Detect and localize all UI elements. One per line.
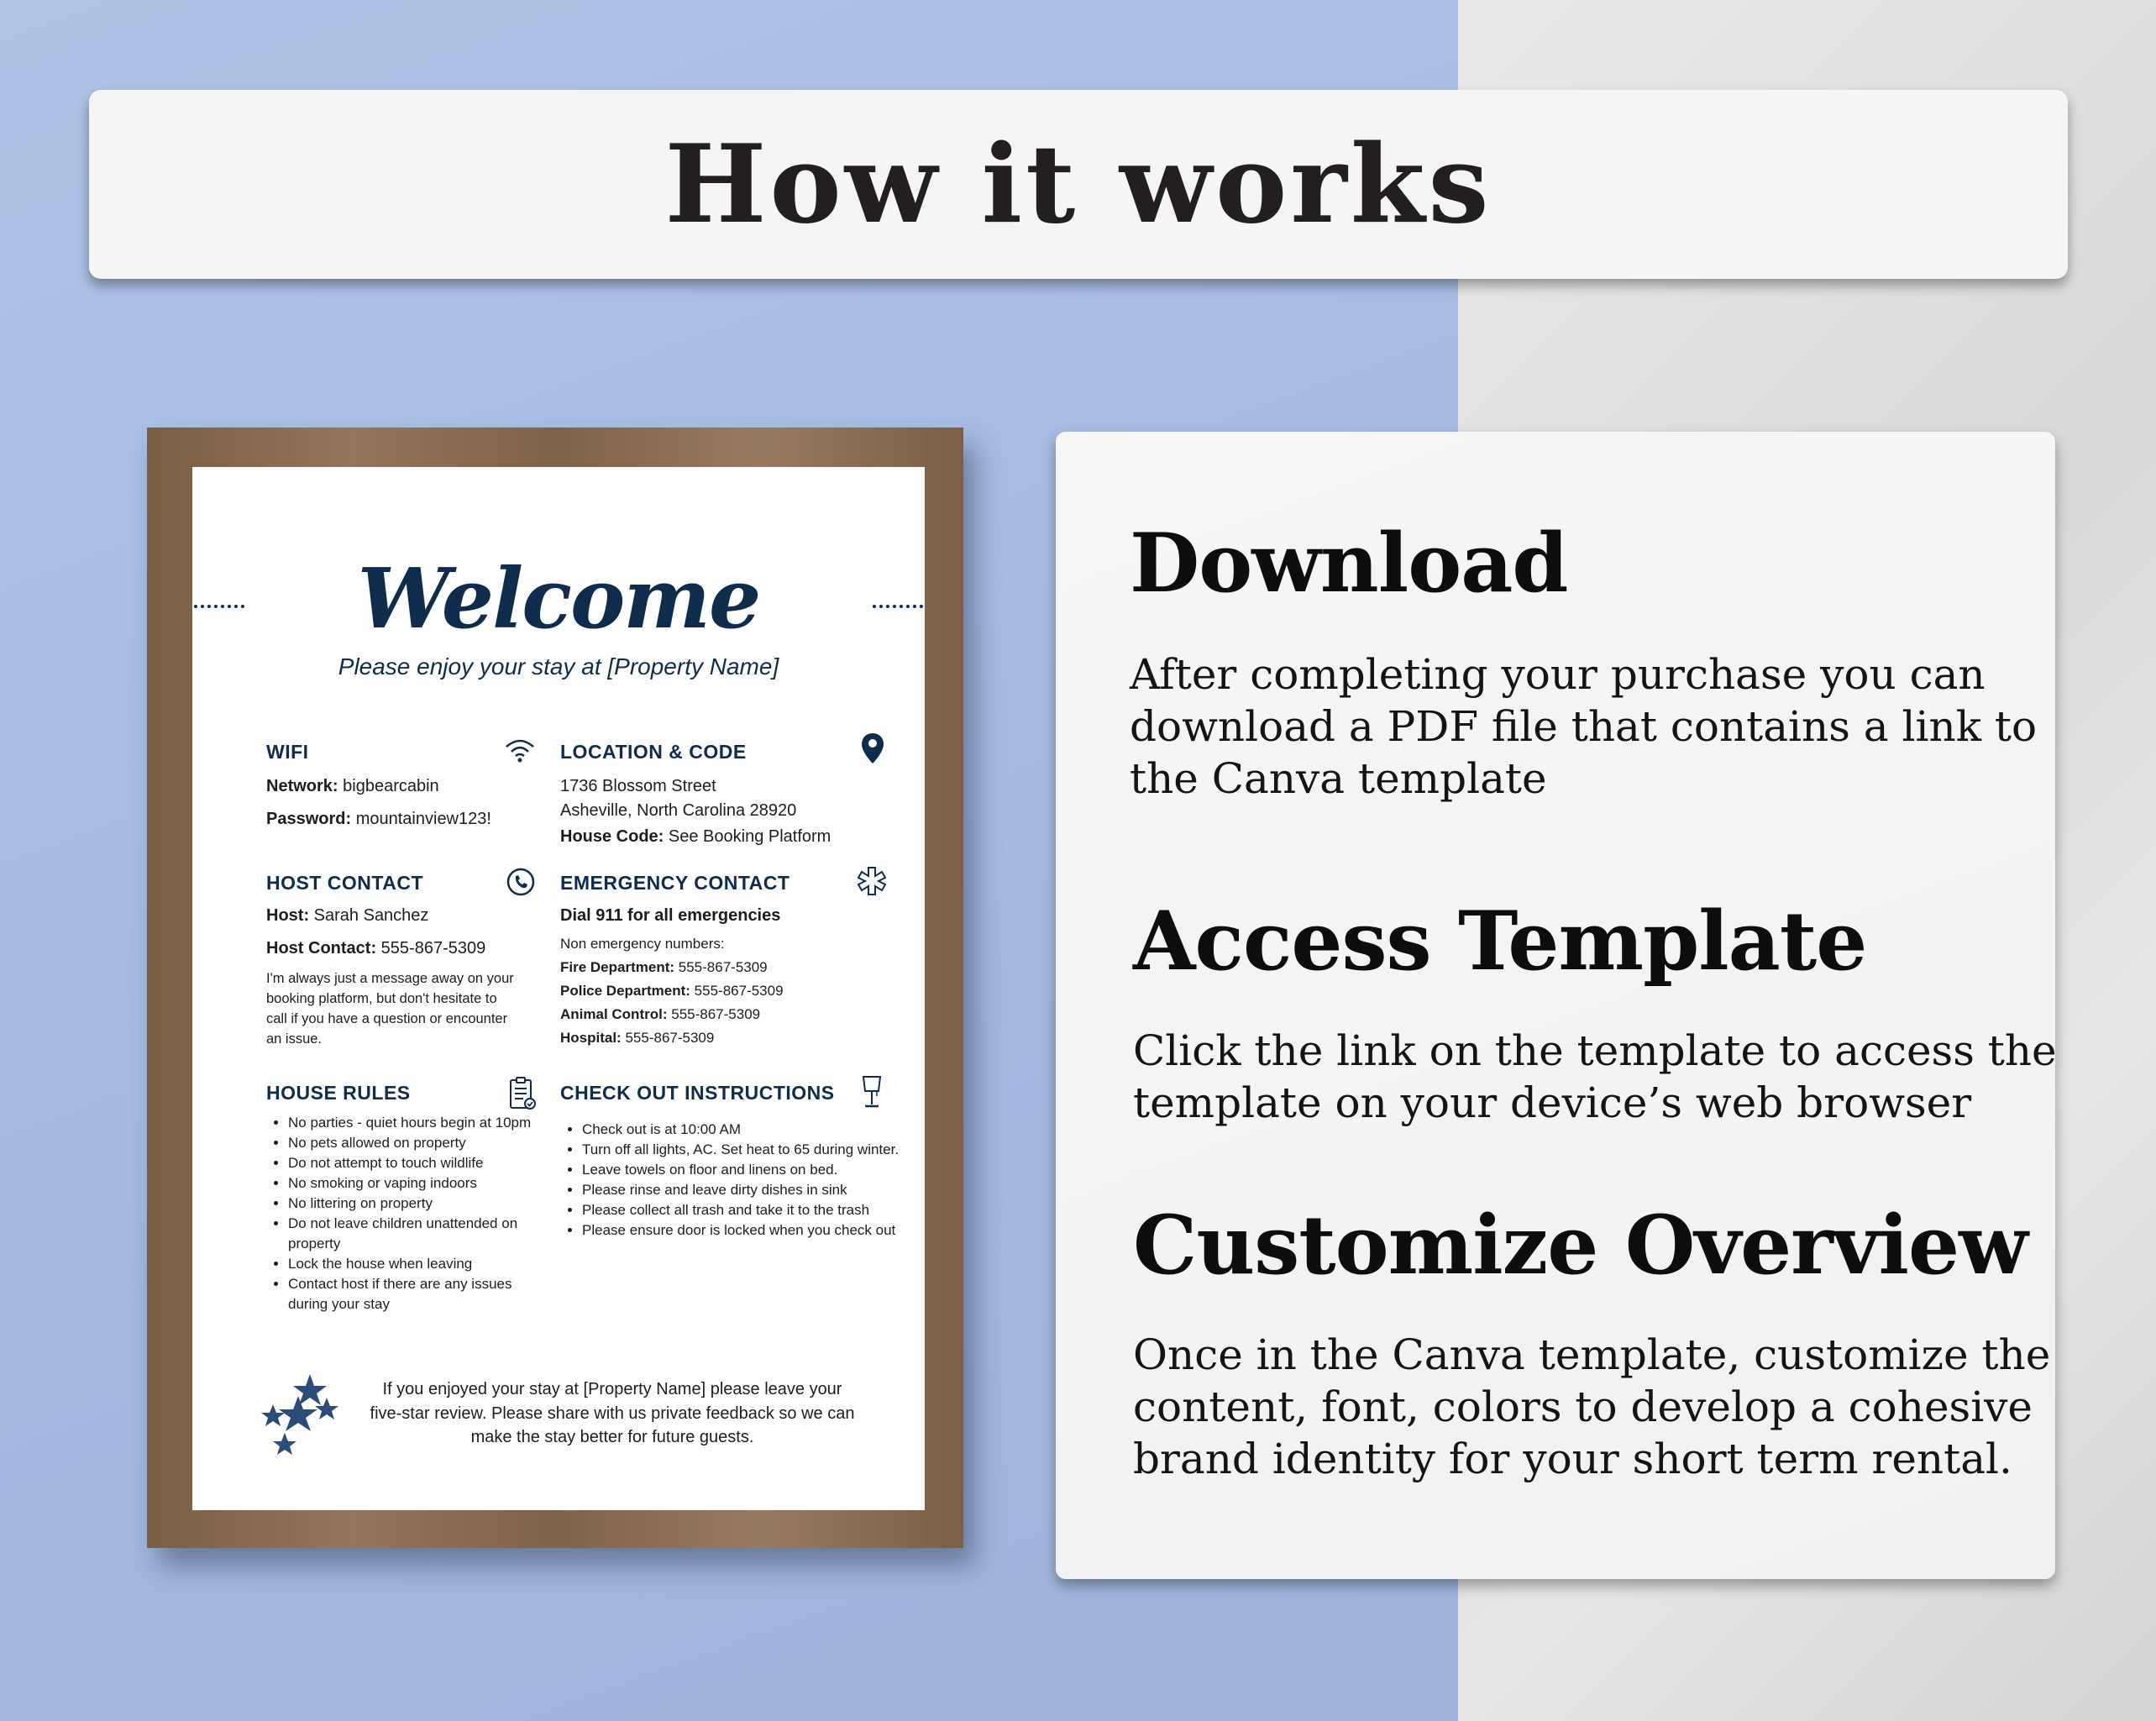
emergency-dial: Dial 911 for all emergencies xyxy=(560,906,781,925)
list-item: • Please collect all trash and take it to the trash xyxy=(582,1200,905,1220)
animal-control-number: 555-867-5309 xyxy=(671,1006,761,1022)
list-item: • No parties - quiet hours begin at 10pm xyxy=(288,1113,543,1133)
steps-card xyxy=(1056,432,2055,1579)
list-item: • Check out is at 10:00 AM xyxy=(582,1120,905,1140)
emergency-heading: EMERGENCY CONTACT xyxy=(560,872,790,894)
fire-label: Fire Department: xyxy=(560,959,675,975)
checkout-list xyxy=(560,1120,905,1241)
list-item: • Lock the house when leaving xyxy=(288,1254,543,1274)
fire-number: 555-867-5309 xyxy=(678,959,768,975)
network-value: bigbearcabin xyxy=(343,777,439,795)
network-label: Network: xyxy=(266,777,338,795)
animal-control-label: Animal Control: xyxy=(560,1006,668,1022)
house-rules-list xyxy=(266,1113,543,1314)
picture-frame xyxy=(147,428,963,1548)
checkout-section xyxy=(560,1082,905,1241)
step-body-access-template: Click the link on the template to access the template on your device’s web browser xyxy=(1133,1026,2057,1127)
list-item: • Turn off all lights, AC. Set heat to 65 during winter. xyxy=(582,1140,905,1160)
wifi-heading: WIFI xyxy=(266,741,309,763)
house-rules-heading: HOUSE RULES xyxy=(266,1082,411,1104)
list-item: • No smoking or vaping indoors xyxy=(288,1173,543,1194)
hospital-number: 555-867-5309 xyxy=(625,1030,715,1046)
list-item: • Do not leave children unattended on property xyxy=(288,1214,543,1254)
clipboard-icon xyxy=(508,1076,537,1111)
house-code-label: House Code: xyxy=(560,827,664,846)
host-contact-section xyxy=(266,872,535,1049)
review-request: If you enjoyed your stay at [Property Name] please leave your five-star review. Please share with us private feedback so we can make the stay better for future guests. xyxy=(370,1380,855,1446)
step-body-download: After completing your purchase you can download a PDF file that contains a link to the Canva template xyxy=(1130,650,2038,803)
host-contact-label: Host Contact: xyxy=(266,939,377,958)
password-label: Password: xyxy=(266,810,352,828)
police-label: Police Department: xyxy=(560,983,690,999)
police-number: 555-867-5309 xyxy=(694,983,784,999)
street-address: 1736 Blossom Street xyxy=(560,777,716,795)
list-item: • No littering on property xyxy=(288,1194,543,1214)
location-heading: LOCATION & CODE xyxy=(560,741,747,763)
list-item: • Please ensure door is locked when you check out xyxy=(582,1220,905,1241)
list-item: • Contact host if there are any issues during your stay xyxy=(288,1274,543,1314)
step-title-access-template: Access Template xyxy=(1133,894,1867,989)
wifi-icon xyxy=(503,737,537,763)
list-item: • Leave towels on floor and linens on bed. xyxy=(582,1160,905,1180)
lamp-icon xyxy=(858,1074,885,1110)
wifi-section xyxy=(266,741,535,829)
host-name: Sarah Sanchez xyxy=(313,906,429,925)
stars-icon xyxy=(258,1372,350,1465)
welcome-poster xyxy=(192,467,925,1510)
phone-icon xyxy=(506,868,535,896)
step-body-customize: Once in the Canva template, customize the content, font, colors to develop a cohesive brand identity for your short term rental. xyxy=(1133,1330,2051,1483)
host-contact-heading: HOST CONTACT xyxy=(266,872,424,894)
step-title-customize: Customize Overview xyxy=(1133,1198,2027,1293)
password-value: mountainview123! xyxy=(355,810,491,828)
host-note: I'm always just a message away on your booking platform, but don't hesitate to call if you have a question or encounter an issue. xyxy=(266,971,514,1047)
poster-welcome-heading: Welcome xyxy=(357,551,760,648)
page-title: How it works xyxy=(664,121,1492,248)
medical-cross-icon xyxy=(856,865,888,897)
list-item: • Do not attempt to touch wildlife xyxy=(288,1153,543,1173)
checkout-heading: CHECK OUT INSTRUCTIONS xyxy=(560,1082,835,1104)
emergency-contact-section xyxy=(560,872,896,1047)
host-contact-number: 555-867-5309 xyxy=(380,939,486,958)
location-section xyxy=(560,741,896,847)
step-title-download: Download xyxy=(1130,516,1568,611)
location-pin-icon xyxy=(860,732,885,765)
non-emergency-label: Non emergency numbers: xyxy=(560,936,725,952)
house-code-value: See Booking Platform xyxy=(668,827,831,846)
list-item: • No pets allowed on property xyxy=(288,1133,543,1153)
title-banner xyxy=(89,90,2068,279)
hospital-label: Hospital: xyxy=(560,1030,622,1046)
poster-subtitle: Please enjoy your stay at [Property Name] xyxy=(338,653,779,679)
host-label: Host: xyxy=(266,906,310,925)
city-address: Asheville, North Carolina 28920 xyxy=(560,801,797,820)
list-item: • Please rinse and leave dirty dishes in sink xyxy=(582,1180,905,1200)
house-rules-section xyxy=(266,1082,543,1314)
